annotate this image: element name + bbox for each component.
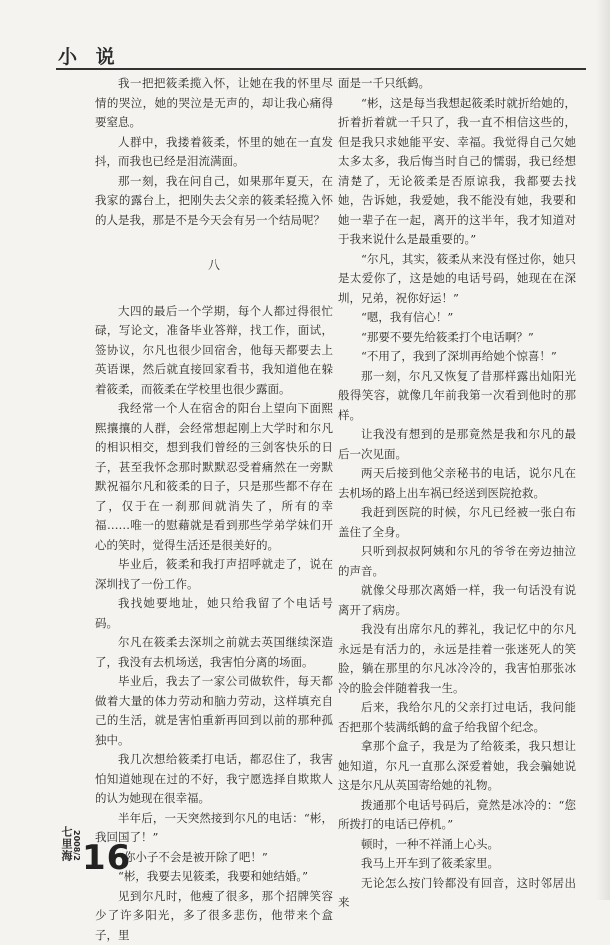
paragraph: “嗯，我有信心！” — [338, 308, 576, 328]
paragraph: “你小子不会是被开除了吧！” — [95, 848, 333, 868]
paragraph: 那一刻，尔凡又恢复了昔那样露出灿阳光般得笑容，就像几年前我第一次看到他时的那样。 — [338, 367, 576, 426]
paragraph: 两天后接到他父亲秘书的电话，说尔凡在去机场的路上出车祸已经送到医院抢救。 — [338, 464, 576, 503]
paragraph: 我一把把筱柔揽入怀，让她在我的怀里尽情的哭泣，她的哭泣是无声的，却让我心痛得要窒息。 — [95, 74, 333, 133]
paragraph: 尔凡在筱柔去深圳之前就去英国继续深造了，我没有去机场送，我害怕分离的场面。 — [95, 633, 333, 672]
left-column — [95, 74, 333, 874]
paragraph: 拿那个盒子，我是为了给筱柔，我只想让她知道，尔凡一直那么深爱着她，我会骗她说这是尔凡从英国寄给她的礼物。 — [338, 737, 576, 796]
paragraph: “彬，这是每当我想起筱柔时就折给她的，折着折着就一千只了，我一直不相信这些的，但是我只求她能平安、幸福。我觉得自己欠她太多太多，我后悔当时自己的懦弱，我已经想清楚了，无论筱柔是否原谅我，我都要去找她，告诉她，我爱她，我不能没有她，我要和她一辈子在一起，离开的这半年，我才知道对于我来说什么是最重要的。” — [338, 94, 576, 250]
paragraph: 我经常一个人在宿舍的阳台上望向下面熙熙攘攘的人群，会经常想起刚上大学时和尔凡的相识相交，想到我们曾经的三剑客快乐的日子，甚至我怀念那时默默忍受着痛然在一旁默默祝福尔凡和筱柔的日子，只是那些都不存在了，仅于在一刹那间就消失了，所有的幸福……唯一的慰藉就是看到那些学弟学妹们开心的笑时，觉得生活还是很美好的。 — [95, 399, 333, 555]
paragraph: 见到尔凡时，他瘦了很多，那个招牌笑容少了许多阳光，多了很多悲伤，他带来个盒子，里 — [95, 887, 333, 945]
paragraph: 就像父母那次离婚一样，我一句话没有说离开了病房。 — [338, 581, 576, 620]
paragraph: 顿时，一种不祥涌上心头。 — [338, 835, 576, 855]
chapter-number: 八 — [95, 256, 333, 276]
paragraph: 我几次想给筱柔打电话，都忍住了，我害怕知道她现在过的不好，我宁愿选择自欺欺人的认为她现在很幸福。 — [95, 750, 333, 809]
paragraph: “彬，我要去见筱柔，我要和她结婚。” — [95, 867, 333, 887]
page-number: 16 — [82, 838, 131, 878]
paragraph: 无论怎么按门铃都没有回音，这时邻居出来 — [338, 874, 576, 913]
paragraph: 让我没有想到的是那竟然是我和尔凡的最后一次见面。 — [338, 425, 576, 464]
right-column — [338, 74, 576, 874]
paragraph: 我没有出席尔凡的葬礼，我记忆中的尔凡永远是有活力的，永远是挂着一张迷死人的笑脸，躺在那里的尔凡冰冷冷的，我害怕那张冰冷的脸会伴随着我一生。 — [338, 620, 576, 698]
paragraph: 人群中，我搂着筱柔，怀里的她在一直发抖，而我也已经是泪流满面。 — [95, 133, 333, 172]
section-title: 小 说 — [58, 42, 121, 69]
paragraph: 大四的最后一个学期，每个人都过得很忙碌，写论文，准备毕业答辩，找工作，面试，签协议，尔凡也很少回宿舍，他每天都要去上英语课，然后就直接回家看书，我知道他在躲着筱柔，而筱柔在学校里也很少露面。 — [95, 302, 333, 400]
paragraph: 我马上开车到了筱柔家里。 — [338, 854, 576, 874]
paragraph: 毕业后，我去了一家公司做软件，每天都做着大量的体力劳动和脑力劳动，这样填充自己的生活，就是害怕重新再回到以前的那种孤独中。 — [95, 672, 333, 750]
paragraph: “不用了，我到了深圳再给她个惊喜！” — [338, 347, 576, 367]
issue-number: 2008/2 — [72, 830, 81, 861]
paragraph: 我赶到医院的时候，尔凡已经被一张白布盖住了全身。 — [338, 503, 576, 542]
page-gutter-shadow — [596, 0, 610, 900]
paragraph: 毕业后，筱柔和我打声招呼就走了，说在深圳找了一份工作。 — [95, 555, 333, 594]
paragraph: 只听到叔叔阿姨和尔凡的爷爷在旁边抽泣的声音。 — [338, 542, 576, 581]
header-divider — [56, 68, 586, 70]
magazine-name: 七里海 — [58, 826, 74, 862]
paragraph: 拨通那个电话号码后，竟然是冰冷的：“您所拨打的电话已停机。” — [338, 796, 576, 835]
paragraph-continuation: 面是一千只纸鹤。 — [338, 74, 576, 94]
paragraph: 半年后，一天突然接到尔凡的电话：“彬，我回国了！” — [95, 809, 333, 848]
paragraph: “那要不要先给筱柔打个电话啊？” — [338, 328, 576, 348]
paragraph: 那一刻，我在问自己，如果那年夏天，在我家的露台上，把刚失去父亲的筱柔轻揽入怀的人是我，那是不是今天会有另一个结局呢？ — [95, 172, 333, 231]
paragraph: 我找她要地址，她只给我留了个电话号码。 — [95, 594, 333, 633]
paragraph: “尔凡，其实，筱柔从来没有怪过你，她只是太爱你了，这是她的电话号码，她现在在深圳，兄弟，祝你好运！” — [338, 250, 576, 309]
paragraph: 后来，我给尔凡的父亲打过电话，我问能否把那个装满纸鹤的盒子给我留个纪念。 — [338, 698, 576, 737]
